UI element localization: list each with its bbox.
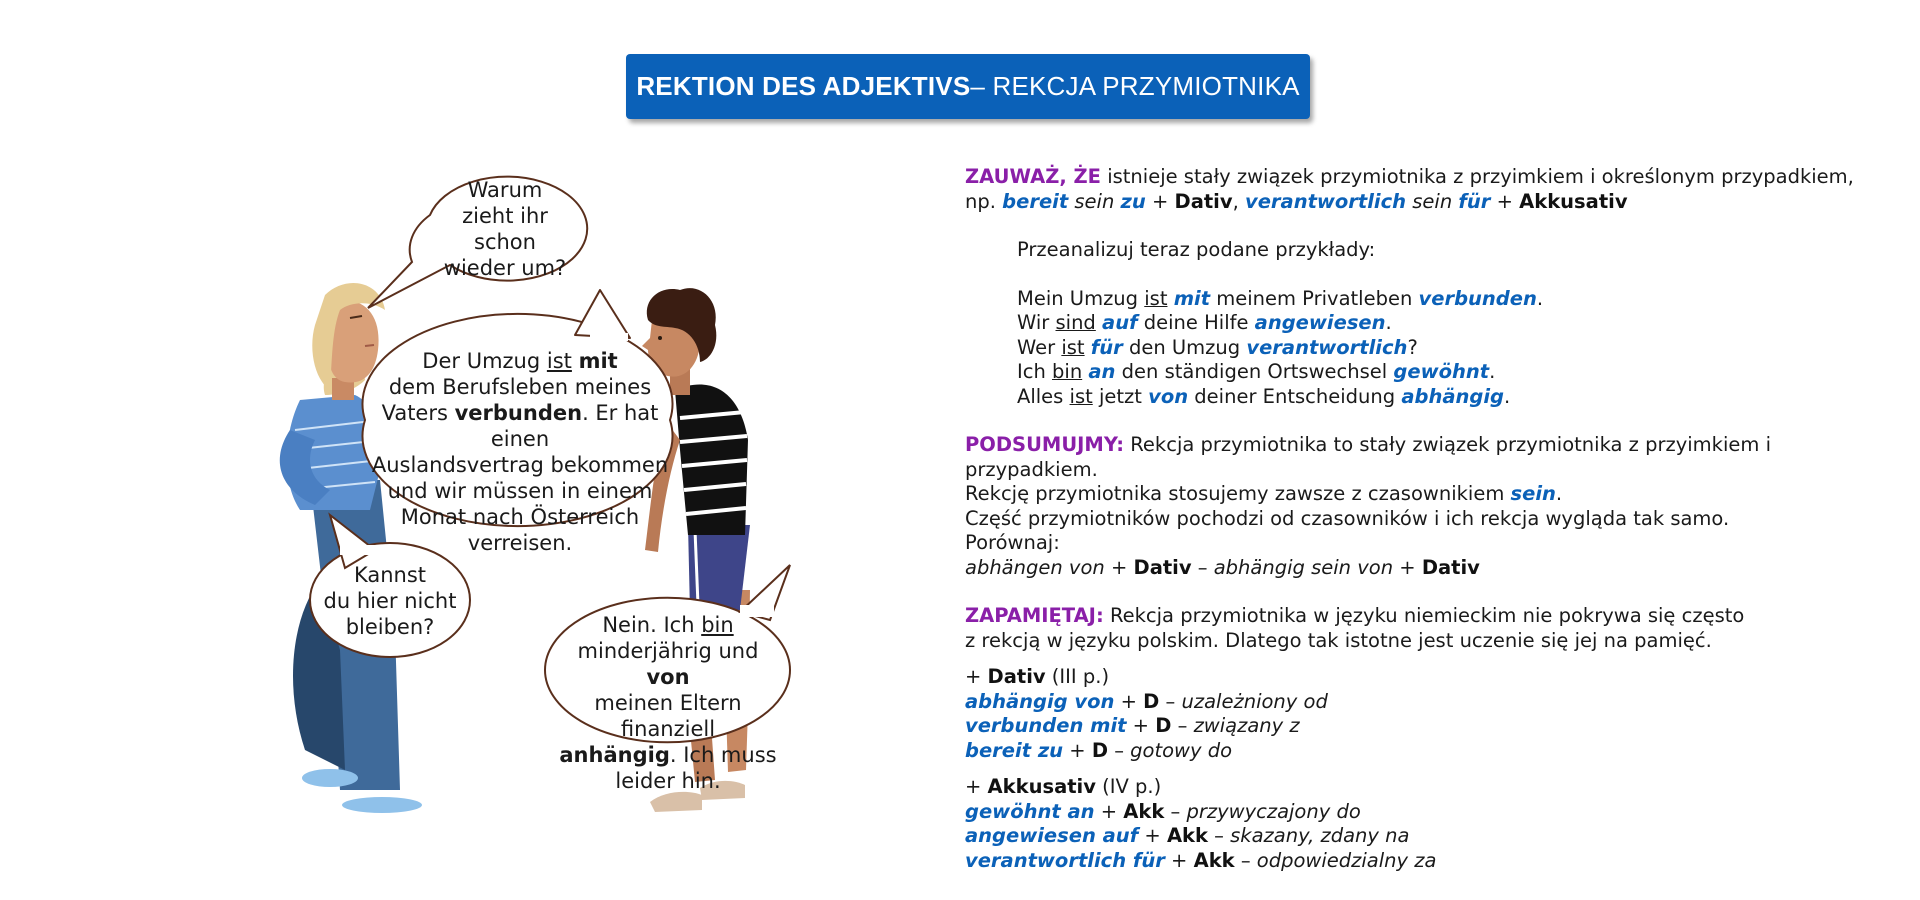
explanation-panel: [965, 165, 1865, 873]
list-item: gewöhnt an + Akk – przywyczajony do: [965, 799, 1361, 823]
example-sentence: Ich bin an den ständigen Ortswechsel gewöhnt.: [1017, 360, 1496, 383]
bubble-question-1: [430, 177, 580, 281]
list-item: verbunden mit + D – związany z: [965, 714, 1300, 737]
examples-block: [965, 238, 1865, 409]
bubble-line: anhängig. Ich muss: [559, 743, 777, 767]
dativ-list: [965, 665, 1865, 763]
bubble-line: Auslandsvertrag bekommen: [371, 453, 669, 477]
bubble-line: minderjährig und von: [577, 639, 759, 689]
bubble-line: Vaters verbunden. Er hat einen: [381, 401, 659, 451]
bubble-line: leider hin.: [615, 769, 721, 793]
bubble-answer-1: [365, 348, 675, 556]
example-sentence: Mein Umzug ist mit meinem Privatleben verbunden.: [1017, 286, 1544, 310]
dativ-header: + Dativ (III p.): [965, 665, 1110, 688]
bubble-line: Kannst: [353, 563, 427, 587]
bubble-line: dem Berufsleben meines: [388, 375, 652, 399]
example-sentence: Alles ist jetzt von deiner Entscheidung abhängig.: [1017, 384, 1511, 408]
bubble-line: du hier nicht: [323, 589, 457, 613]
list-item: verantwortlich für + Akk – odpowiedzialny za: [965, 848, 1437, 872]
bubble-line: Der Umzug ist mit: [422, 349, 618, 373]
bubble-line: bleiben?: [345, 615, 435, 639]
bubble-line: verreisen.: [467, 531, 573, 555]
dialogue-illustration: [270, 150, 930, 850]
akkusativ-list: [965, 775, 1865, 873]
title-german: REKTION DES ADJEKTIVS: [636, 71, 971, 101]
note-example: np. bereit sein zu + Dativ, verantwortlich sein für + Akkusativ: [965, 189, 1628, 213]
bubble-line: Monat nach Österreich: [400, 505, 640, 529]
list-item: angewiesen auf + Akk – skazany, zdany na: [965, 824, 1410, 847]
akkusativ-header: + Akkusativ (IV p.): [965, 775, 1162, 798]
bubble-line: wieder um?: [443, 256, 567, 280]
example-sentence: Wir sind auf deine Hilfe angewiesen.: [1017, 311, 1392, 334]
summary-label: PODSUMUJMY:: [965, 433, 1125, 456]
bubble-line: zieht ihr schon: [462, 204, 548, 254]
bubble-line: Nein. Ich bin: [602, 613, 734, 637]
summary-block: PODSUMUJMY: Rekcja przymiotnika to stały związek przymiotnika z przyimkiem i przypadkiem. Rekcję przymiotnika stosujemy zawsze z czasownikiem sein. Część przymiotników pochodzi od czasowników i ich rekcja wygląda tak samo. Porównaj: abhängen von + Dativ – abhängig sein von + Dativ: [965, 433, 1771, 579]
example-sentence: Wer ist für den Umzug verantwortlich?: [1017, 335, 1418, 359]
note-paragraph: ZAUWAŻ, ŻE istnieje stały związek przymiotnika z przyimkiem i określonym przypadkiem,: [965, 165, 1854, 188]
note-label: ZAUWAŻ, ŻE: [965, 165, 1101, 188]
examples-intro: Przeanalizuj teraz podane przykłady:: [1017, 238, 1376, 261]
bubble-line: meinen Eltern finanziell: [594, 691, 742, 741]
bubble-question-2: [310, 562, 470, 640]
list-item: bereit zu + D – gotowy do: [965, 738, 1233, 762]
remember-label: ZAPAMIĘTAJ:: [965, 604, 1104, 627]
bubble-line: und wir müssen in einem: [387, 479, 653, 503]
remember-block: ZAPAMIĘTAJ: Rekcja przymiotnika w języku niemieckim nie pokrywa się często z rekcją w języku polskim. Dlatego tak istotne jest uczenie się jej na pamięć.: [965, 604, 1745, 652]
title-banner: [626, 54, 1310, 119]
bubble-answer-2: [553, 612, 783, 794]
bubble-line: Warum: [467, 178, 543, 202]
list-item: abhängig von + D – uzależniony od: [965, 689, 1328, 713]
title-polish: – REKCJA PRZYMIOTNIKA: [970, 71, 1300, 101]
